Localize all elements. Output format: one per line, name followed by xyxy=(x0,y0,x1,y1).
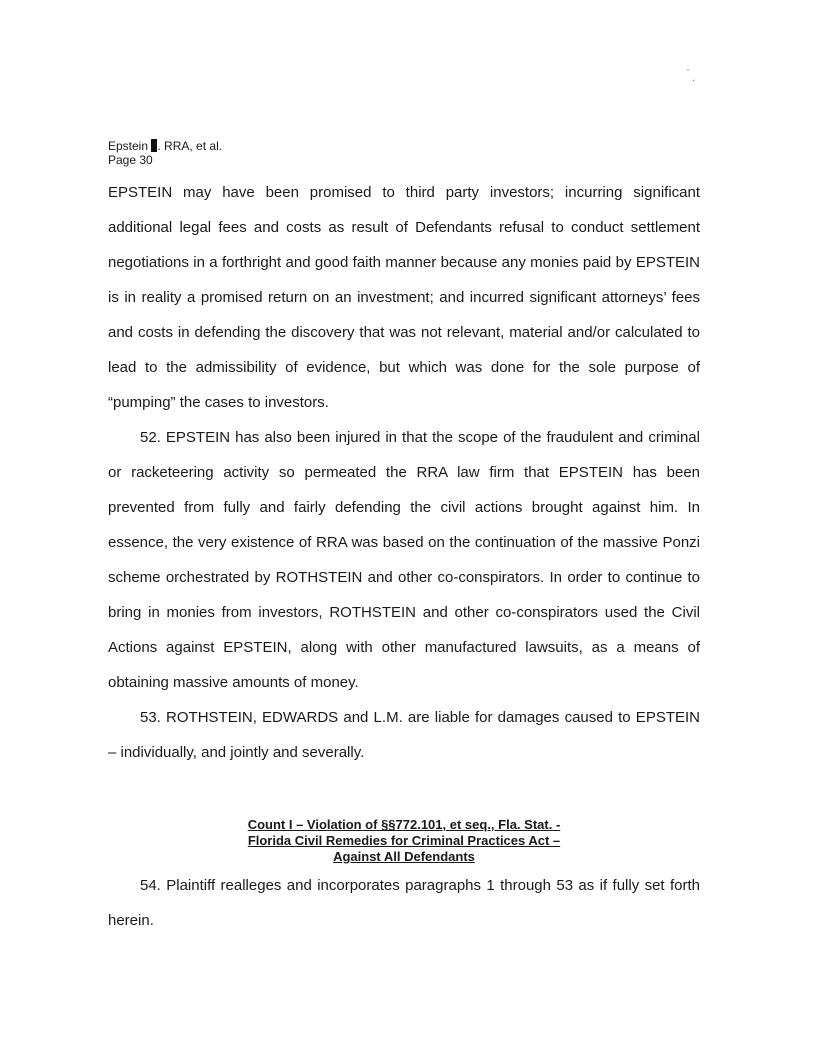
paragraph-52: 52. EPSTEIN has also been injured in that the scope of the fraudulent and criminal or racketeering activity so permeated the RRA law firm that EPSTEIN has been prevented from fully and fairly defending the civil actions brought against him. In essence, the very existence of RRA was based on the continuation of the massive Ponzi scheme orchestrated by ROTHSTEIN and other co-conspirators. In order to continue to bring in monies from investors, ROTHSTEIN and other co-conspirators used the Civil Actions against EPSTEIN, along with other manufactured lawsuits, as a means of obtaining massive amounts of money. xyxy=(108,429,700,691)
scan-speck: · xyxy=(686,62,690,76)
paragraph-continued: EPSTEIN may have been promised to third party investors; incurring significant additional legal fees and costs as result of Defendants refusal to conduct settlement negotiations in a forthright and good faith manner because any monies paid by EPSTEIN is in reality a promised return on an investment; and incurred significant attorneys’ fees and costs in defending the discovery that was not relevant, material and/or calculated to lead to the admissibility of evidence, but which was done for the sole purpose of “pumping” the cases to investors. xyxy=(108,184,700,411)
case-caption: Epstein . RRA, et al. xyxy=(108,139,223,153)
count-heading: Count I – Violation of §§772.101, et seq., Fla. Stat. - Florida Civil Remedies for Criminal Practices Act – Against All Defendants xyxy=(247,817,561,864)
paragraph-53: 53. ROTHSTEIN, EDWARDS and L.M. are liable for damages caused to EPSTEIN – individually, and jointly and severally. xyxy=(108,709,700,761)
page-header xyxy=(108,139,222,167)
paragraph-54: 54. Plaintiff realleges and incorporates paragraphs 1 through 53 as if fully set forth herein. xyxy=(108,877,700,929)
page-number: Page 30 xyxy=(108,153,153,167)
scan-speck: . xyxy=(692,70,696,84)
